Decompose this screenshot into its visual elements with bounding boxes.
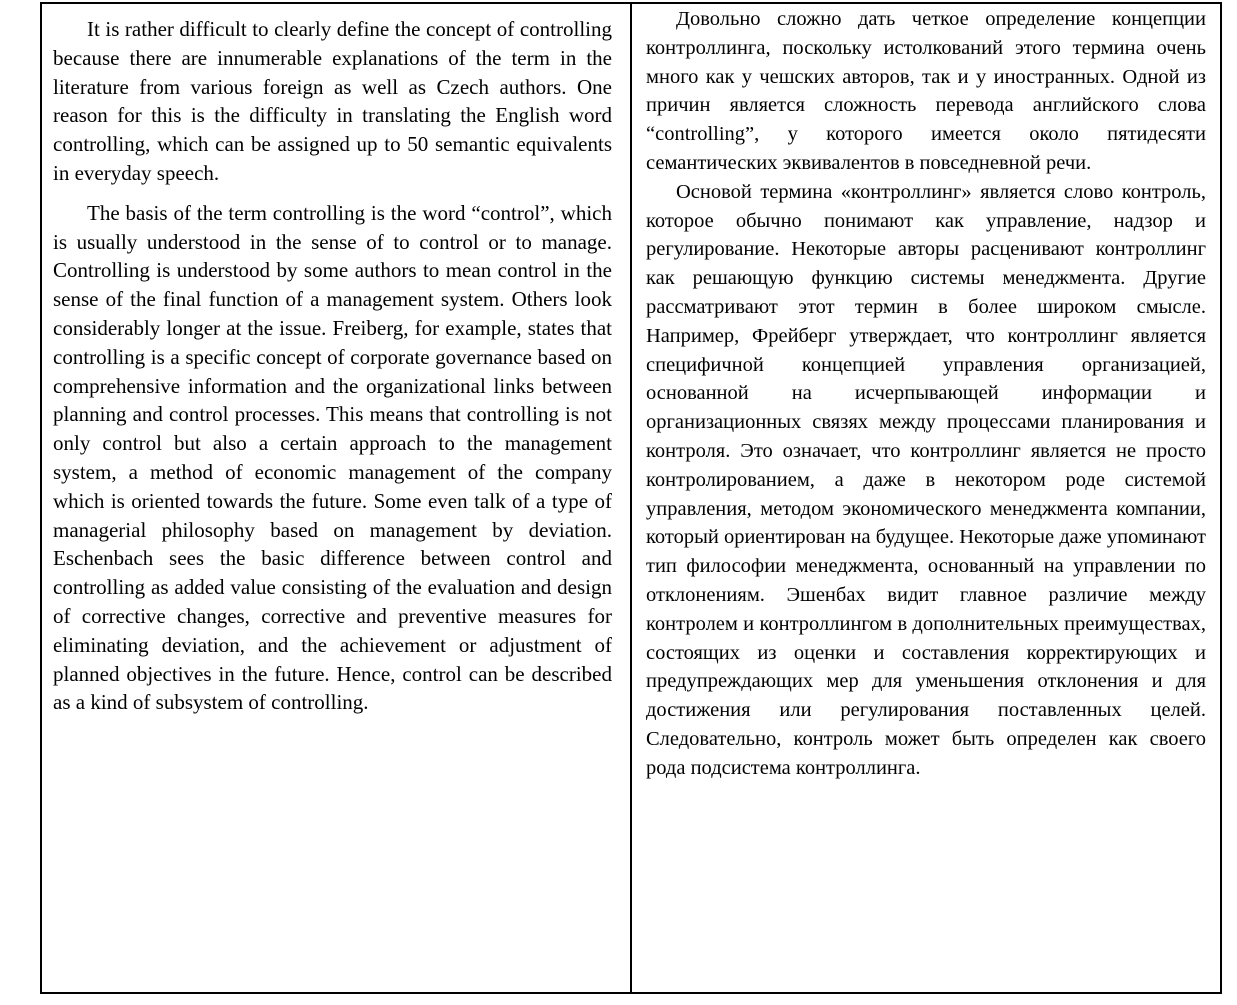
russian-paragraph-2: Основой термина «контроллинг» является слово контроль, которое обычно понимают как управление, надзор и регулирование. Некоторые авторы расценивают контроллинг как решающую функцию системы менеджмента. Другие рассматривают этот термин в более широком смысле. Например, Фрейберг утверждает, что контроллинг является специфичной концепцией управления организацией, основанной на исчерпывающей информации и организационных связях между процессами планирования и контроля. Это означает, что контроллинг является не просто контролированием, а даже в некотором роде системой управления, методом экономического менеджмента компании, который ориентирован на будущее. Некоторые даже упоминают тип философии менеджмента, основанный на управлении по отклонениям. Эшенбах видит главное различие между контролем и контроллингом в дополнительных преимуществах, состоящих из оценки и составления корректирующих и предупреждающих мер для уменьшения отклонения и для достижения или регулирования поставленных целей. Следовательно, контроль может быть определен как своего рода подсистема контроллинга. bbox=[646, 180, 1206, 779]
bilingual-table bbox=[40, 2, 1222, 994]
russian-paragraph-1: Довольно сложно дать четкое определение концепции контроллинга, поскольку истолкований этого термина очень много как у чешских авторов, так и у иностранных. Одной из причин является сложность перевода английского слова “controlling”, у которого имеется около пятидесяти семантических эквивалентов в повседневной речи. bbox=[646, 8, 1206, 174]
english-paragraph-1: It is rather difficult to clearly define the concept of controlling because there are innumerable explanations of the term in the literature from various foreign as well as Czech authors. One reason for this is the difficulty in translating the English word controlling, which can be assigned up to 50 semantic equivalents in everyday speech. bbox=[53, 17, 612, 185]
english-paragraph-2: The basis of the term controlling is the word “control”, which is usually understood in the sense of to control or to manage. Controlling is understood by some authors to mean control in the sense of the final function of a management system. Others look considerably longer at the issue. Freiberg, for example, states that controlling is a specific concept of corporate governance based on comprehensive information and the organizational links between planning and control processes. This means that controlling is not only control but also a certain approach to the management system, a method of economic management of the company which is oriented towards the future. Some even talk of a type of managerial philosophy based on management by deviation. Eschenbach sees the basic difference between control and controlling as added value consisting of the evaluation and design of corrective changes, corrective and preventive measures for eliminating deviation, and the achievement or adjustment of planned objectives in the future. Hence, control can be described as a kind of subsystem of controlling. bbox=[53, 200, 612, 715]
english-column bbox=[42, 4, 632, 992]
russian-column bbox=[632, 4, 1220, 992]
